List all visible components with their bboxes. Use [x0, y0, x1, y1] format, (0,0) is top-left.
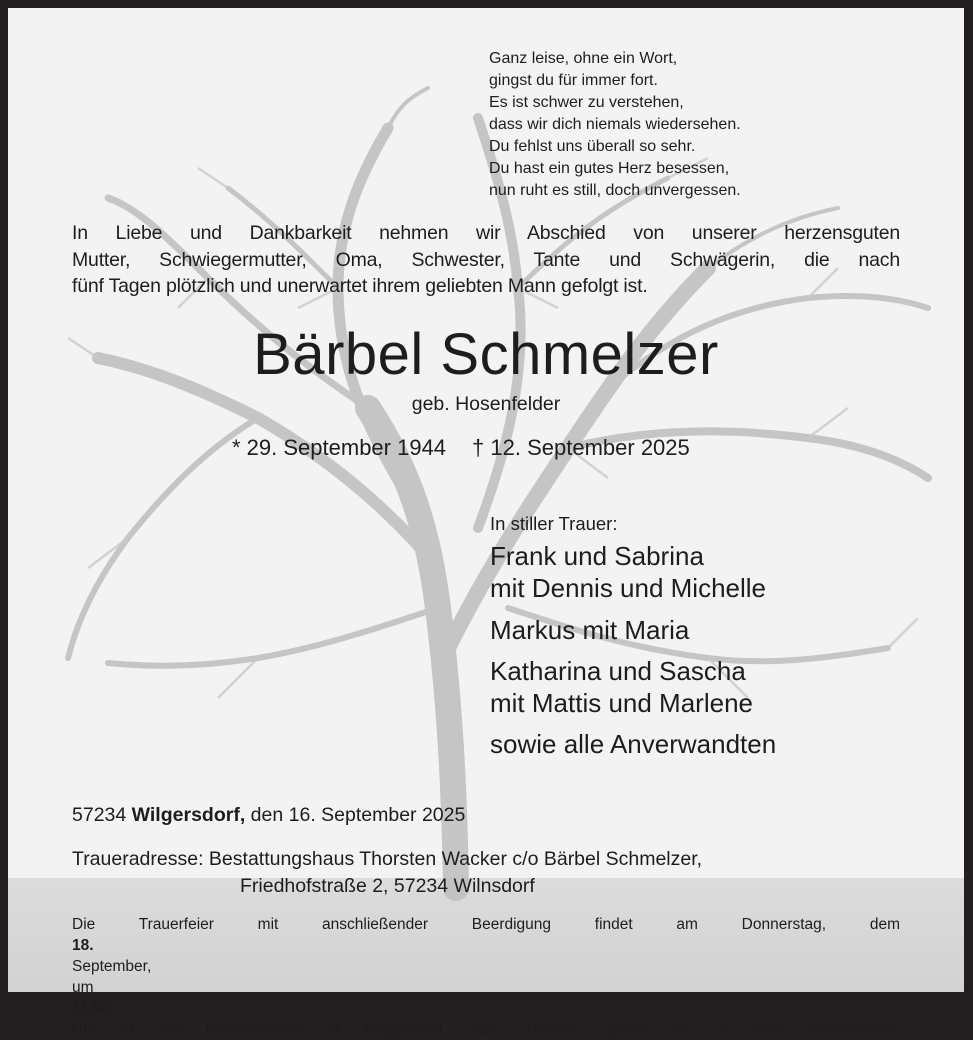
poem-line: nun ruht es still, doch unvergessen. — [489, 182, 741, 199]
obituary-notice — [8, 8, 964, 1038]
service-line-1 — [72, 914, 900, 977]
mourner-line: Frank und Sabrina — [490, 541, 704, 571]
poem-line: Ganz leise, ohne ein Wort, — [489, 50, 678, 67]
intro-line: In Liebe und Dankbarkeit nehmen wir Abschied von unserer herzensguten — [72, 222, 900, 244]
place-and-date — [72, 804, 465, 827]
address-line-1: Traueradresse: Bestattungshaus Thorsten Wacker c/o Bärbel Schmelzer, — [72, 848, 703, 870]
mourners-label: In stiller Trauer: — [490, 513, 618, 534]
intro-paragraph — [72, 220, 900, 300]
intro-line: fünf Tagen plötzlich und unerwartet ihrem geliebten Mann gefolgt ist. — [72, 275, 648, 297]
service-line-2 — [72, 977, 900, 1040]
mourning-address — [72, 846, 702, 900]
town: Wilgersdorf, — [131, 804, 246, 826]
poem-line: Du fehlst uns überall so sehr. — [489, 138, 696, 155]
tree-background-image — [8, 8, 964, 992]
mourner-line: Markus mit Maria — [490, 615, 690, 645]
mourner-line: Katharina und Sascha — [490, 656, 746, 686]
death-date: † 12. September 2025 — [472, 435, 690, 460]
service-text: September, — [72, 958, 152, 975]
poem-line: Es ist schwer zu verstehen, — [489, 94, 684, 111]
intro-line: Mutter, Schwiegermutter, Oma, Schwester, Tante und Schwägerin, die nach — [72, 248, 900, 271]
service-date: 18. — [72, 937, 94, 954]
poem — [489, 48, 741, 202]
mourner-line: sowie alle Anverwandten — [490, 729, 777, 759]
service-info — [72, 914, 900, 1040]
poem-line: dass wir dich niemals wiedersehen. — [489, 116, 741, 133]
maiden-name: geb. Hosenfelder — [411, 393, 561, 415]
postcode: 57234 — [72, 804, 127, 826]
tree-silhouette-icon — [8, 8, 964, 992]
service-text: um — [72, 979, 94, 996]
mourner-line: mit Mattis und Marlene — [490, 688, 753, 718]
poem-line: gingst du für immer fort. — [489, 72, 658, 89]
poem-line: Du hast ein gutes Herz besessen, — [489, 160, 730, 177]
service-text: Uhr in der Friedhofshalle in Wilgersdorf statt. Danach gehen wir in Stille auseinander. — [72, 1021, 900, 1038]
address-line-2: Friedhofstraße 2, 57234 Wilnsdorf — [240, 875, 535, 897]
mourner-line: mit Dennis und Michelle — [490, 573, 767, 603]
service-time: 11.00 — [72, 1000, 110, 1017]
birth-date: * 29. September 1944 — [232, 435, 447, 460]
service-text: Die Trauerfeier mit anschließender Beerdigung findet am Donnerstag, dem — [72, 916, 900, 933]
life-dates — [232, 435, 690, 461]
notice-date: den 16. September 2025 — [250, 804, 466, 826]
deceased-name: Bärbel Schmelzer — [253, 322, 719, 387]
